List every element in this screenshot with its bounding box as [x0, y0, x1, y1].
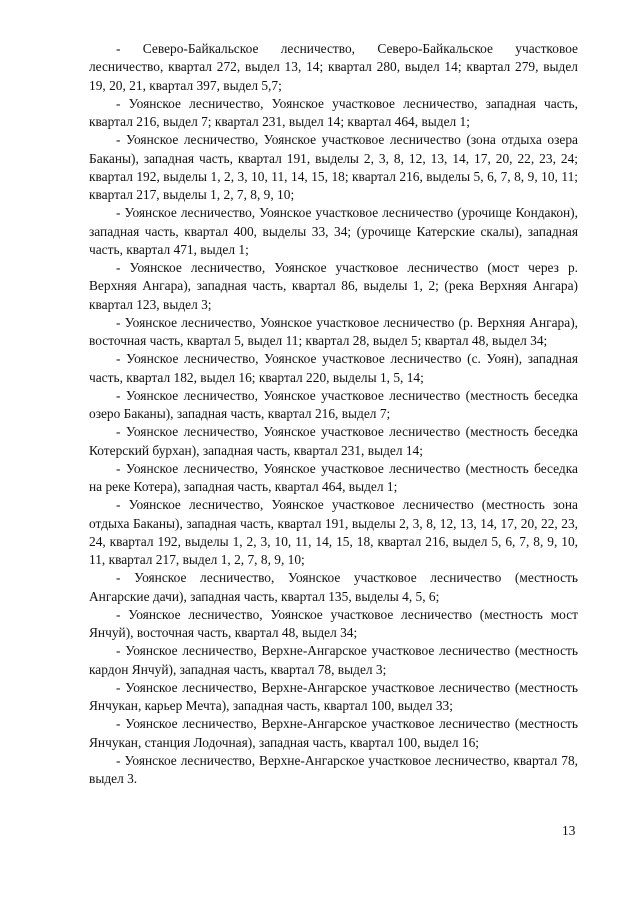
page-number: 13 [562, 823, 576, 838]
paragraph: - Уоянское лесничество, Уоянское участковое лесничество (местность беседка Котерский бурхан), западная часть, квартал 231, выдел 14; [89, 424, 578, 458]
paragraph: - Уоянское лесничество, Уоянское участковое лесничество (мост через р. Верхняя Ангара), западная часть, квартал 86, выделы 1, 2; (река Верхняя Ангара) квартал 123, выдел 3; [89, 260, 578, 312]
paragraph: - Уоянское лесничество, Верхне-Ангарское участковое лесничество (местность кардон Янчуй), западная часть, квартал 78, выдел 3; [89, 643, 578, 677]
paragraph: - Уоянское лесничество, Уоянское участковое лесничество (местность зона отдыха Баканы), западная часть, квартал 191, выделы 2, 3, 8, 12, 13, 14, 17, 20, 22, 23, 24, квартал 192, выделы 1, 2, 3, 10, 11, 14, 15, 18, квартал 216, выдел 5, 6, 7, 8, 9, 10, 11, квартал 217, выдел 1, 2, 7, 8, 9, 10; [89, 497, 578, 567]
paragraph: - Уоянское лесничество, Уоянское участковое лесничество (местность беседка на реке Котера), западная часть, квартал 464, выдел 1; [89, 460, 578, 494]
paragraph: - Уоянское лесничество, Уоянское участковое лесничество (местность мост Янчуй), восточная часть, квартал 48, выдел 34; [89, 606, 578, 640]
paragraph: - Уоянское лесничество, Уоянское участковое лесничество (с. Уоян), западная часть, квартал 182, выдел 16; квартал 220, выделы 1, 5, 14; [89, 351, 578, 385]
paragraph: - Уоянское лесничество, Уоянское участковое лесничество (местность Ангарские дачи), западная часть, квартал 135, выделы 4, 5, 6; [89, 570, 578, 604]
document-body [89, 40, 578, 788]
paragraph: - Северо-Байкальское лесничество, Северо-Байкальское участковое лесничество, квартал 272, выдел 13, 14; квартал 280, выдел 14; квартал 279, выдел 19, 20, 21, квартал 397, выдел 5,7; [89, 41, 578, 93]
paragraph: - Уоянское лесничество, Верхне-Ангарское участковое лесничество (местность Янчукан, карьер Мечта), западная часть, квартал 100, выдел 33; [89, 679, 578, 713]
paragraph: - Уоянское лесничество, Уоянское участковое лесничество, западная часть, квартал 216, выдел 7; квартал 231, выдел 14; квартал 464, выдел 1; [89, 95, 578, 129]
paragraph: - Уоянское лесничество, Уоянское участковое лесничество (местность беседка озеро Баканы), западная часть, квартал 216, выдел 7; [89, 387, 578, 421]
paragraph: - Уоянское лесничество, Уоянское участковое лесничество (урочище Кондакон), западная часть, квартал 400, выделы 33, 34; (урочище Катерские скалы), западная часть, квартал 471, выдел 1; [89, 205, 578, 257]
paragraph: - Уоянское лесничество, Верхне-Ангарское участковое лесничество (местность Янчукан, станция Лодочная), западная часть, квартал 100, выдел 16; [89, 716, 578, 750]
paragraph: - Уоянское лесничество, Верхне-Ангарское участковое лесничество, квартал 78, выдел 3. [89, 752, 578, 786]
paragraph: - Уоянское лесничество, Уоянское участковое лесничество (р. Верхняя Ангара), восточная часть, квартал 5, выдел 11; квартал 28, выдел 5; квартал 48, выдел 34; [89, 314, 578, 348]
paragraph: - Уоянское лесничество, Уоянское участковое лесничество (зона отдыха озера Баканы), западная часть, квартал 191, выделы 2, 3, 8, 12, 13, 14, 17, 20, 22, 23, 24; квартал 192, выделы 1, 2, 3, 10, 11, 14, 15, 18; квартал 216, выделы 5, 6, 7, 8, 9, 10, 11; квартал 217, выделы 1, 2, 7, 8, 9, 10; [89, 132, 578, 202]
